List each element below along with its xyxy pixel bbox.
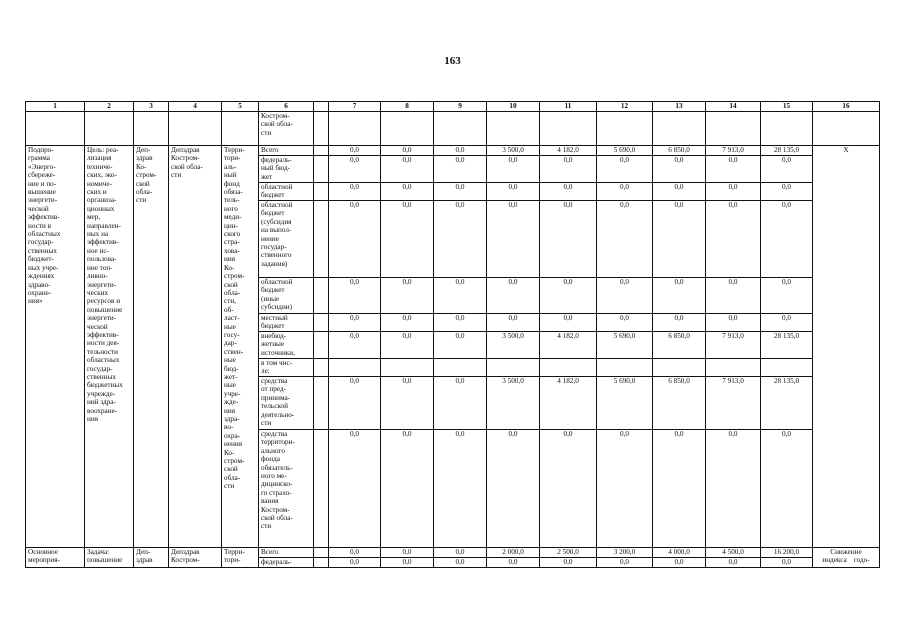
value-cell: 0,0: [434, 332, 487, 359]
value-cell: 0,0: [329, 558, 381, 568]
column-header: 16: [813, 102, 880, 112]
subprogram-name: Подпро- грамма «Энерго- сбереже- ние и по- вышение энергети- ческой эффектив- ности в областных государ- ственных бюджет- ных учре- ждениях здраво- охране- ния»: [26, 146, 85, 548]
value-cell: 5 690,0: [597, 332, 653, 359]
value-cell: 0,0: [706, 558, 761, 568]
value-cell: 28 135,0: [761, 332, 813, 359]
value-cell: 0,0: [653, 156, 706, 183]
blank-header: [314, 102, 329, 112]
value-cell: 0,0: [381, 377, 434, 430]
value-cell: 0,0: [329, 146, 381, 156]
value-cell: 0,0: [381, 146, 434, 156]
subprogram-executor: Депздрав Костром- ской обла- сти: [169, 146, 222, 548]
value-cell: 0,0: [597, 201, 653, 278]
value-cell: 0,0: [434, 201, 487, 278]
value-cell: 0,0: [329, 314, 381, 332]
value-cell: 0,0: [434, 183, 487, 201]
column-header: 4: [169, 102, 222, 112]
column-header: 9: [434, 102, 487, 112]
empty-cell: [813, 112, 880, 146]
empty-cell: [597, 112, 653, 146]
empty-cell: [487, 112, 540, 146]
value-cell: 0,0: [381, 278, 434, 314]
value-cell: 0,0: [381, 558, 434, 568]
value-cell: 0,0: [597, 430, 653, 548]
empty-cell: [26, 112, 85, 146]
main_event-row: [26, 548, 880, 558]
value-cell: 0,0: [540, 430, 597, 548]
value-cell: 6 850,0: [653, 332, 706, 359]
value-cell: 0,0: [329, 183, 381, 201]
empty-cell: [706, 112, 761, 146]
value-cell: 0,0: [329, 377, 381, 430]
value-cell: 7 913,0: [706, 332, 761, 359]
column-header: 6: [259, 102, 314, 112]
value-cell: 0,0: [540, 156, 597, 183]
source-cell: Костром- ской обла- сти: [259, 112, 314, 146]
value-cell: 0,0: [487, 201, 540, 278]
value-cell: 0,0: [761, 314, 813, 332]
source-cell: областной бюджет (субсидия на выпол- нение государ- ственного задания): [259, 201, 314, 278]
empty-cell: [222, 112, 259, 146]
value-cell: 0,0: [434, 156, 487, 183]
column-header: 15: [761, 102, 813, 112]
value-cell: [540, 359, 597, 377]
empty-cell: [85, 112, 134, 146]
value-cell: 6 850,0: [653, 146, 706, 156]
value-cell: [487, 359, 540, 377]
value-cell: 0,0: [381, 183, 434, 201]
value-cell: 0,0: [761, 156, 813, 183]
subprogram-goal: Цель: реа- лизация tехниче- ских, эко- номиче- ских и организа- ционных мер, направлен- ных на эффектив- ное ис- пользова- ние топ- ливно- энергети- ческих ресурсов и повышение энергети- ческой эффектив- ности дея- тельности областных государ- ственных бюджетных учрежде- ний здра- воохране- ния: [85, 146, 134, 548]
subprogram-participant: Терри- тори- аль- ный фонд обяза- тель- ного меди- цин- ского стра- хова- ния Ко- стром- ской обла- сти, об- ласт- ные госу- дар- ствен- ные бюд- жет- ные учре- жде- ния здра- во- охра- нения Ко- стром- ской обла- сти: [222, 146, 259, 548]
page-number: 163: [444, 55, 461, 67]
value-cell: 0,0: [706, 278, 761, 314]
main_event-coordinator: Деп- здрав: [134, 548, 169, 568]
subprogram-result: Х: [813, 146, 880, 548]
value-cell: 4 182,0: [540, 377, 597, 430]
main_event-goal: Задача: повышение: [85, 548, 134, 568]
source-cell: местный бюджет: [259, 314, 314, 332]
column-header: 10: [487, 102, 540, 112]
value-cell: 0,0: [434, 146, 487, 156]
column-header: 13: [653, 102, 706, 112]
blank-cell: [314, 156, 329, 183]
value-cell: 0,0: [761, 558, 813, 568]
value-cell: 0,0: [540, 558, 597, 568]
source-cell: областной бюджет (иные субсидии): [259, 278, 314, 314]
source-cell: средства от пред- принима- тельской деятельно- сти: [259, 377, 314, 430]
value-cell: 0,0: [329, 332, 381, 359]
empty-cell: [134, 112, 169, 146]
main_event-result: Снижение индекса годо-: [813, 548, 880, 568]
value-cell: 28 135,0: [761, 146, 813, 156]
value-cell: 0,0: [434, 558, 487, 568]
value-cell: [434, 359, 487, 377]
blank-cell: [314, 359, 329, 377]
column-header: 3: [134, 102, 169, 112]
value-cell: 0,0: [540, 314, 597, 332]
value-cell: 4 182,0: [540, 146, 597, 156]
value-cell: 0,0: [381, 430, 434, 548]
value-cell: 0,0: [381, 314, 434, 332]
blank-cell: [314, 201, 329, 278]
blank-cell: [314, 332, 329, 359]
blank-cell: [314, 278, 329, 314]
value-cell: 0,0: [653, 278, 706, 314]
source-cell: в том чис- ле:: [259, 359, 314, 377]
value-cell: [597, 359, 653, 377]
column-header: 11: [540, 102, 597, 112]
column-header: 7: [329, 102, 381, 112]
value-cell: 0,0: [653, 201, 706, 278]
value-cell: 0,0: [329, 201, 381, 278]
value-cell: 0,0: [706, 156, 761, 183]
value-cell: 0,0: [597, 278, 653, 314]
value-cell: 0,0: [761, 201, 813, 278]
value-cell: 3 200,0: [597, 548, 653, 558]
value-cell: 0,0: [487, 183, 540, 201]
blank-cell: [314, 558, 329, 568]
empty-cell: [169, 112, 222, 146]
value-cell: [653, 359, 706, 377]
value-cell: 0,0: [706, 201, 761, 278]
column-header: 2: [85, 102, 134, 112]
value-cell: 3 500,0: [487, 146, 540, 156]
value-cell: 0,0: [381, 332, 434, 359]
main_event-participant: Терри- тори-: [222, 548, 259, 568]
source-cell: внебюд- жетные источники,: [259, 332, 314, 359]
value-cell: 0,0: [761, 183, 813, 201]
source-cell: Всего: [259, 146, 314, 156]
value-cell: 0,0: [381, 548, 434, 558]
value-cell: 0,0: [653, 183, 706, 201]
value-cell: 0,0: [434, 377, 487, 430]
value-cell: 0,0: [381, 201, 434, 278]
empty-cell: [653, 112, 706, 146]
blank-cell: [314, 548, 329, 558]
empty-cell: [314, 112, 329, 146]
value-cell: 0,0: [597, 314, 653, 332]
main_event-name: Основное мероприя-: [26, 548, 85, 568]
value-cell: 4 000,0: [653, 548, 706, 558]
value-cell: 0,0: [329, 156, 381, 183]
column-header: 14: [706, 102, 761, 112]
column-header: 12: [597, 102, 653, 112]
continuation-row: [26, 112, 880, 146]
value-cell: 0,0: [761, 430, 813, 548]
value-cell: 0,0: [597, 183, 653, 201]
value-cell: [706, 359, 761, 377]
source-cell: федераль-: [259, 558, 314, 568]
value-cell: 0,0: [487, 558, 540, 568]
value-cell: 2 500,0: [540, 548, 597, 558]
blank-cell: [314, 183, 329, 201]
value-cell: 3 500,0: [487, 332, 540, 359]
value-cell: 0,0: [487, 430, 540, 548]
value-cell: 0,0: [487, 156, 540, 183]
main_event-executor: Депздрав Костром-: [169, 548, 222, 568]
source-cell: федераль- ный бюд- жет: [259, 156, 314, 183]
blank-cell: [314, 377, 329, 430]
value-cell: 0,0: [653, 430, 706, 548]
value-cell: 2 000,0: [487, 548, 540, 558]
value-cell: 0,0: [329, 548, 381, 558]
value-cell: 0,0: [597, 558, 653, 568]
value-cell: 0,0: [540, 183, 597, 201]
empty-cell: [761, 112, 813, 146]
blank-cell: [314, 430, 329, 548]
value-cell: 0,0: [706, 314, 761, 332]
subprogram-row: [26, 146, 880, 156]
budget-table: [25, 101, 880, 568]
empty-cell: [434, 112, 487, 146]
value-cell: 4 500,0: [706, 548, 761, 558]
value-cell: 0,0: [329, 278, 381, 314]
value-cell: 3 500,0: [487, 377, 540, 430]
value-cell: [761, 359, 813, 377]
column-header: 5: [222, 102, 259, 112]
subprogram-coordinator: Деп- здрав Ко- стром- ской обла- сти: [134, 146, 169, 548]
value-cell: 0,0: [487, 314, 540, 332]
value-cell: 0,0: [434, 314, 487, 332]
value-cell: 0,0: [540, 201, 597, 278]
value-cell: 0,0: [706, 430, 761, 548]
value-cell: 0,0: [329, 430, 381, 548]
value-cell: 0,0: [540, 278, 597, 314]
value-cell: 7 913,0: [706, 377, 761, 430]
empty-cell: [540, 112, 597, 146]
source-cell: областной бюджет: [259, 183, 314, 201]
value-cell: 5 690,0: [597, 377, 653, 430]
value-cell: 0,0: [487, 278, 540, 314]
value-cell: 0,0: [434, 430, 487, 548]
value-cell: 0,0: [597, 156, 653, 183]
header-row: [26, 102, 880, 112]
value-cell: 0,0: [434, 278, 487, 314]
value-cell: 0,0: [761, 278, 813, 314]
value-cell: 4 182,0: [540, 332, 597, 359]
value-cell: 6 850,0: [653, 377, 706, 430]
column-header: 1: [26, 102, 85, 112]
blank-cell: [314, 314, 329, 332]
value-cell: 28 135,0: [761, 377, 813, 430]
column-header: 8: [381, 102, 434, 112]
value-cell: 7 913,0: [706, 146, 761, 156]
blank-cell: [314, 146, 329, 156]
value-cell: 0,0: [381, 156, 434, 183]
value-cell: [329, 359, 381, 377]
value-cell: 5 690,0: [597, 146, 653, 156]
value-cell: 0,0: [706, 183, 761, 201]
value-cell: 0,0: [434, 548, 487, 558]
empty-cell: [329, 112, 381, 146]
value-cell: 0,0: [653, 314, 706, 332]
source-cell: средства территори- ального фонда обязатель- ного ме- дицинско- го страхо- вания Костром- ской обла- сти: [259, 430, 314, 548]
value-cell: 16 200,0: [761, 548, 813, 558]
value-cell: [381, 359, 434, 377]
value-cell: 0,0: [653, 558, 706, 568]
empty-cell: [381, 112, 434, 146]
source-cell: Всего: [259, 548, 314, 558]
